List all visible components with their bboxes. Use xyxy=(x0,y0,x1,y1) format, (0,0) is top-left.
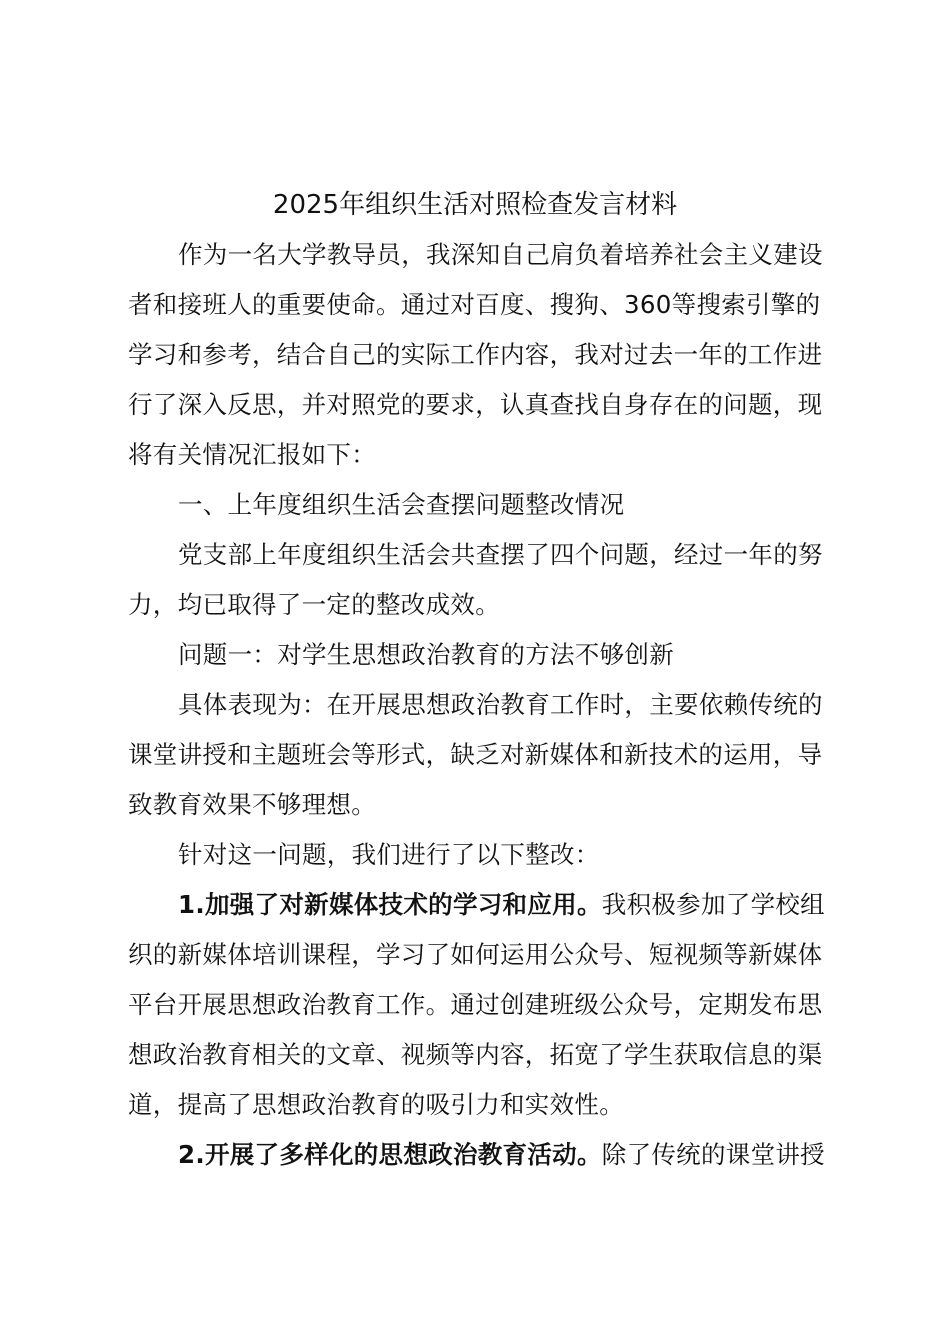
section-heading-1 xyxy=(128,480,838,530)
rectification-intro xyxy=(128,830,838,880)
paragraph-text: 除了传统的课堂讲授 xyxy=(601,1140,825,1169)
document-body xyxy=(128,230,838,1180)
problem-heading-1 xyxy=(128,630,838,680)
paragraph-text: 具体表现为：在开展思想政治教育工作时，主要依赖传统的课堂讲授和主题班会等形式，缺乏对新媒体和新技术的运用，导致教育效果不够理想。 xyxy=(128,690,823,819)
rectification-item-1 xyxy=(128,880,838,1130)
paragraph-text: 针对这一问题，我们进行了以下整改： xyxy=(178,840,600,869)
document-title: 2025年组织生活对照检查发言材料 xyxy=(272,190,678,220)
paragraph-lead: 2.开展了多样化的思想政治教育活动。 xyxy=(178,1140,602,1169)
paragraph-intro xyxy=(128,230,838,480)
paragraph-text: 我积极参加了学校组织的新媒体培训课程，学习了如何运用公众号、短视频等新媒体平台开展思想政治教育工作。通过创建班级公众号，定期发布思想政治教育相关的文章、视频等内容，拓宽了学生获取信息的渠道，提高了思想政治教育的吸引力和实效性。 xyxy=(128,890,825,1119)
paragraph-lead: 1.加强了对新媒体技术的学习和应用。 xyxy=(178,890,602,919)
paragraph-text: 党支部上年度组织生活会共查摆了四个问题，经过一年的努力，均已取得了一定的整改成效。 xyxy=(128,540,823,619)
paragraph-text: 一、上年度组织生活会查摆问题整改情况 xyxy=(178,490,625,519)
paragraph-text: 作为一名大学教导员，我深知自己肩负着培养社会主义建设者和接班人的重要使命。通过对百度、搜狗、360等搜索引擎的学习和参考，结合自己的实际工作内容，我对过去一年的工作进行了深入反思，并对照党的要求，认真查找自身存在的问题，现将有关情况汇报如下： xyxy=(128,240,823,469)
paragraph-summary xyxy=(128,530,838,630)
problem-description xyxy=(128,680,838,830)
rectification-item-2 xyxy=(128,1130,838,1180)
paragraph-text: 问题一：对学生思想政治教育的方法不够创新 xyxy=(178,640,674,669)
